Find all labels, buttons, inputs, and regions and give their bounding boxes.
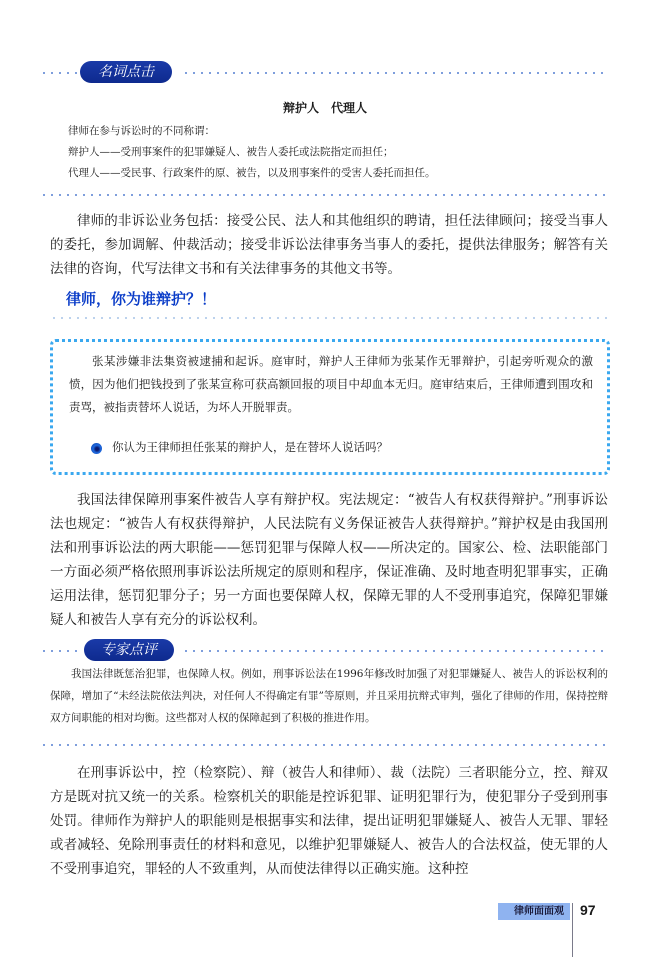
paragraph-3-text: 在刑事诉讼中，控（检察院）、辩（被告人和律师）、裁（法院）三者职能分立，控、辩双方是既对抗又统一的关系。检察机关的职能是控诉犯罪、证明犯罪行为，使犯罪分子受到刑事处罚。律师作为辩护人的职能则是根据事实和法律，提出证明犯罪嫌疑人、被告人无罪、罪轻或者减轻、免除刑事责任的材料和意见，以维护犯罪嫌疑人、被告人的合法权益，使无罪的人不受刑事追究，罪轻的人不致重判，从而使法律得以正确实施。这种控: [50, 765, 608, 877]
case-text-body: 张某涉嫌非法集资被逮捕和起诉。庭审时，辩护人王律师为张某作无罪辩护，引起旁听观众的激愤，因为他们把钱投到了张某宣称可获高额回报的项目中却血本无归。庭审结束后，王律师遭到围攻和责骂，被指责替坏人说话，为坏人开脱罪责。: [69, 354, 593, 414]
paragraph-defense-rights: [50, 488, 608, 632]
paragraph-trial-functions: [50, 761, 608, 881]
section-heading: 律师，你为谁辩护？！: [66, 290, 217, 308]
term-box-line-3: 代理人——受民事、行政案件的原、被告，以及刑事案件的受害人委托而担任。: [68, 167, 436, 179]
case-text: [69, 350, 593, 419]
paragraph-non-litigation: [50, 209, 608, 281]
term-box-title: 辩护人 代理人: [282, 101, 367, 115]
case-question-text: 你认为王律师担任张某的辩护人，是在替坏人说话吗？: [112, 440, 388, 454]
bullet-icon: [91, 443, 102, 454]
expert-box-text-wrap: [50, 663, 608, 729]
section-heading-dots: [50, 317, 608, 319]
expert-box-top-dots-left: [40, 650, 80, 652]
expert-box-bottom-dots: [40, 744, 608, 746]
term-box-label: 名词点击: [80, 61, 172, 83]
footer-section-tag: 律师面面观: [498, 903, 570, 920]
term-box-line-1: 律师在参与诉讼时的不同称谓：: [68, 125, 215, 137]
expert-box-text: 我国法律既惩治犯罪，也保障人权。例如，刑事诉讼法在1996年修改时加强了对犯罪嫌疑人、被告人的诉讼权利的保障，增加了“未经法院依法判决，对任何人不得确定有罪”等原则，并且采用抗辩式审判，强化了律师的作用，保持控辩双方间职能的相对均衡。这些都对人权的保障起到了积极的推进作用。: [50, 668, 608, 724]
term-box-bottom-dots: [40, 194, 608, 196]
page-number: 97: [580, 902, 596, 918]
paragraph-2-text: 我国法律保障刑事案件被告人享有辩护权。宪法规定：“被告人有权获得辩护。”刑事诉讼法也规定：“被告人有权获得辩护，人民法院有义务保证被告人获得辩护。”辩护权是由我国刑法和刑事诉讼法的两大职能——惩罚犯罪与保障人权——所决定的。国家公、检、法职能部门一方面必须严格依照刑事诉讼法所规定的原则和程序，保证准确、及时地查明犯罪事实，正确运用法律，惩罚犯罪分子；另一方面也要保障人权，保障无罪的人不受刑事追究，保障犯罪嫌疑人和被告人享有充分的诉讼权利。: [50, 492, 608, 628]
paragraph-1-text: 律师的非诉讼业务包括：接受公民、法人和其他组织的聘请，担任法律顾问；接受当事人的委托，参加调解、仲裁活动；接受非诉讼法律事务当事人的委托，提供法律服务；解答有关法律的咨询，代写法律文书和有关法律事务的其他文书等。: [50, 213, 608, 277]
term-box-top-dots-left: [40, 72, 80, 74]
case-box: [50, 339, 610, 475]
term-box-line-2: 辩护人——受刑事案件的犯罪嫌疑人、被告人委托或法院指定而担任；: [68, 146, 394, 158]
expert-box-top-dots-right: [182, 650, 608, 652]
expert-box-label: 专家点评: [84, 639, 174, 661]
footer-divider: [572, 903, 573, 957]
case-question: [91, 438, 388, 456]
term-box-top-dots-right: [182, 72, 608, 74]
